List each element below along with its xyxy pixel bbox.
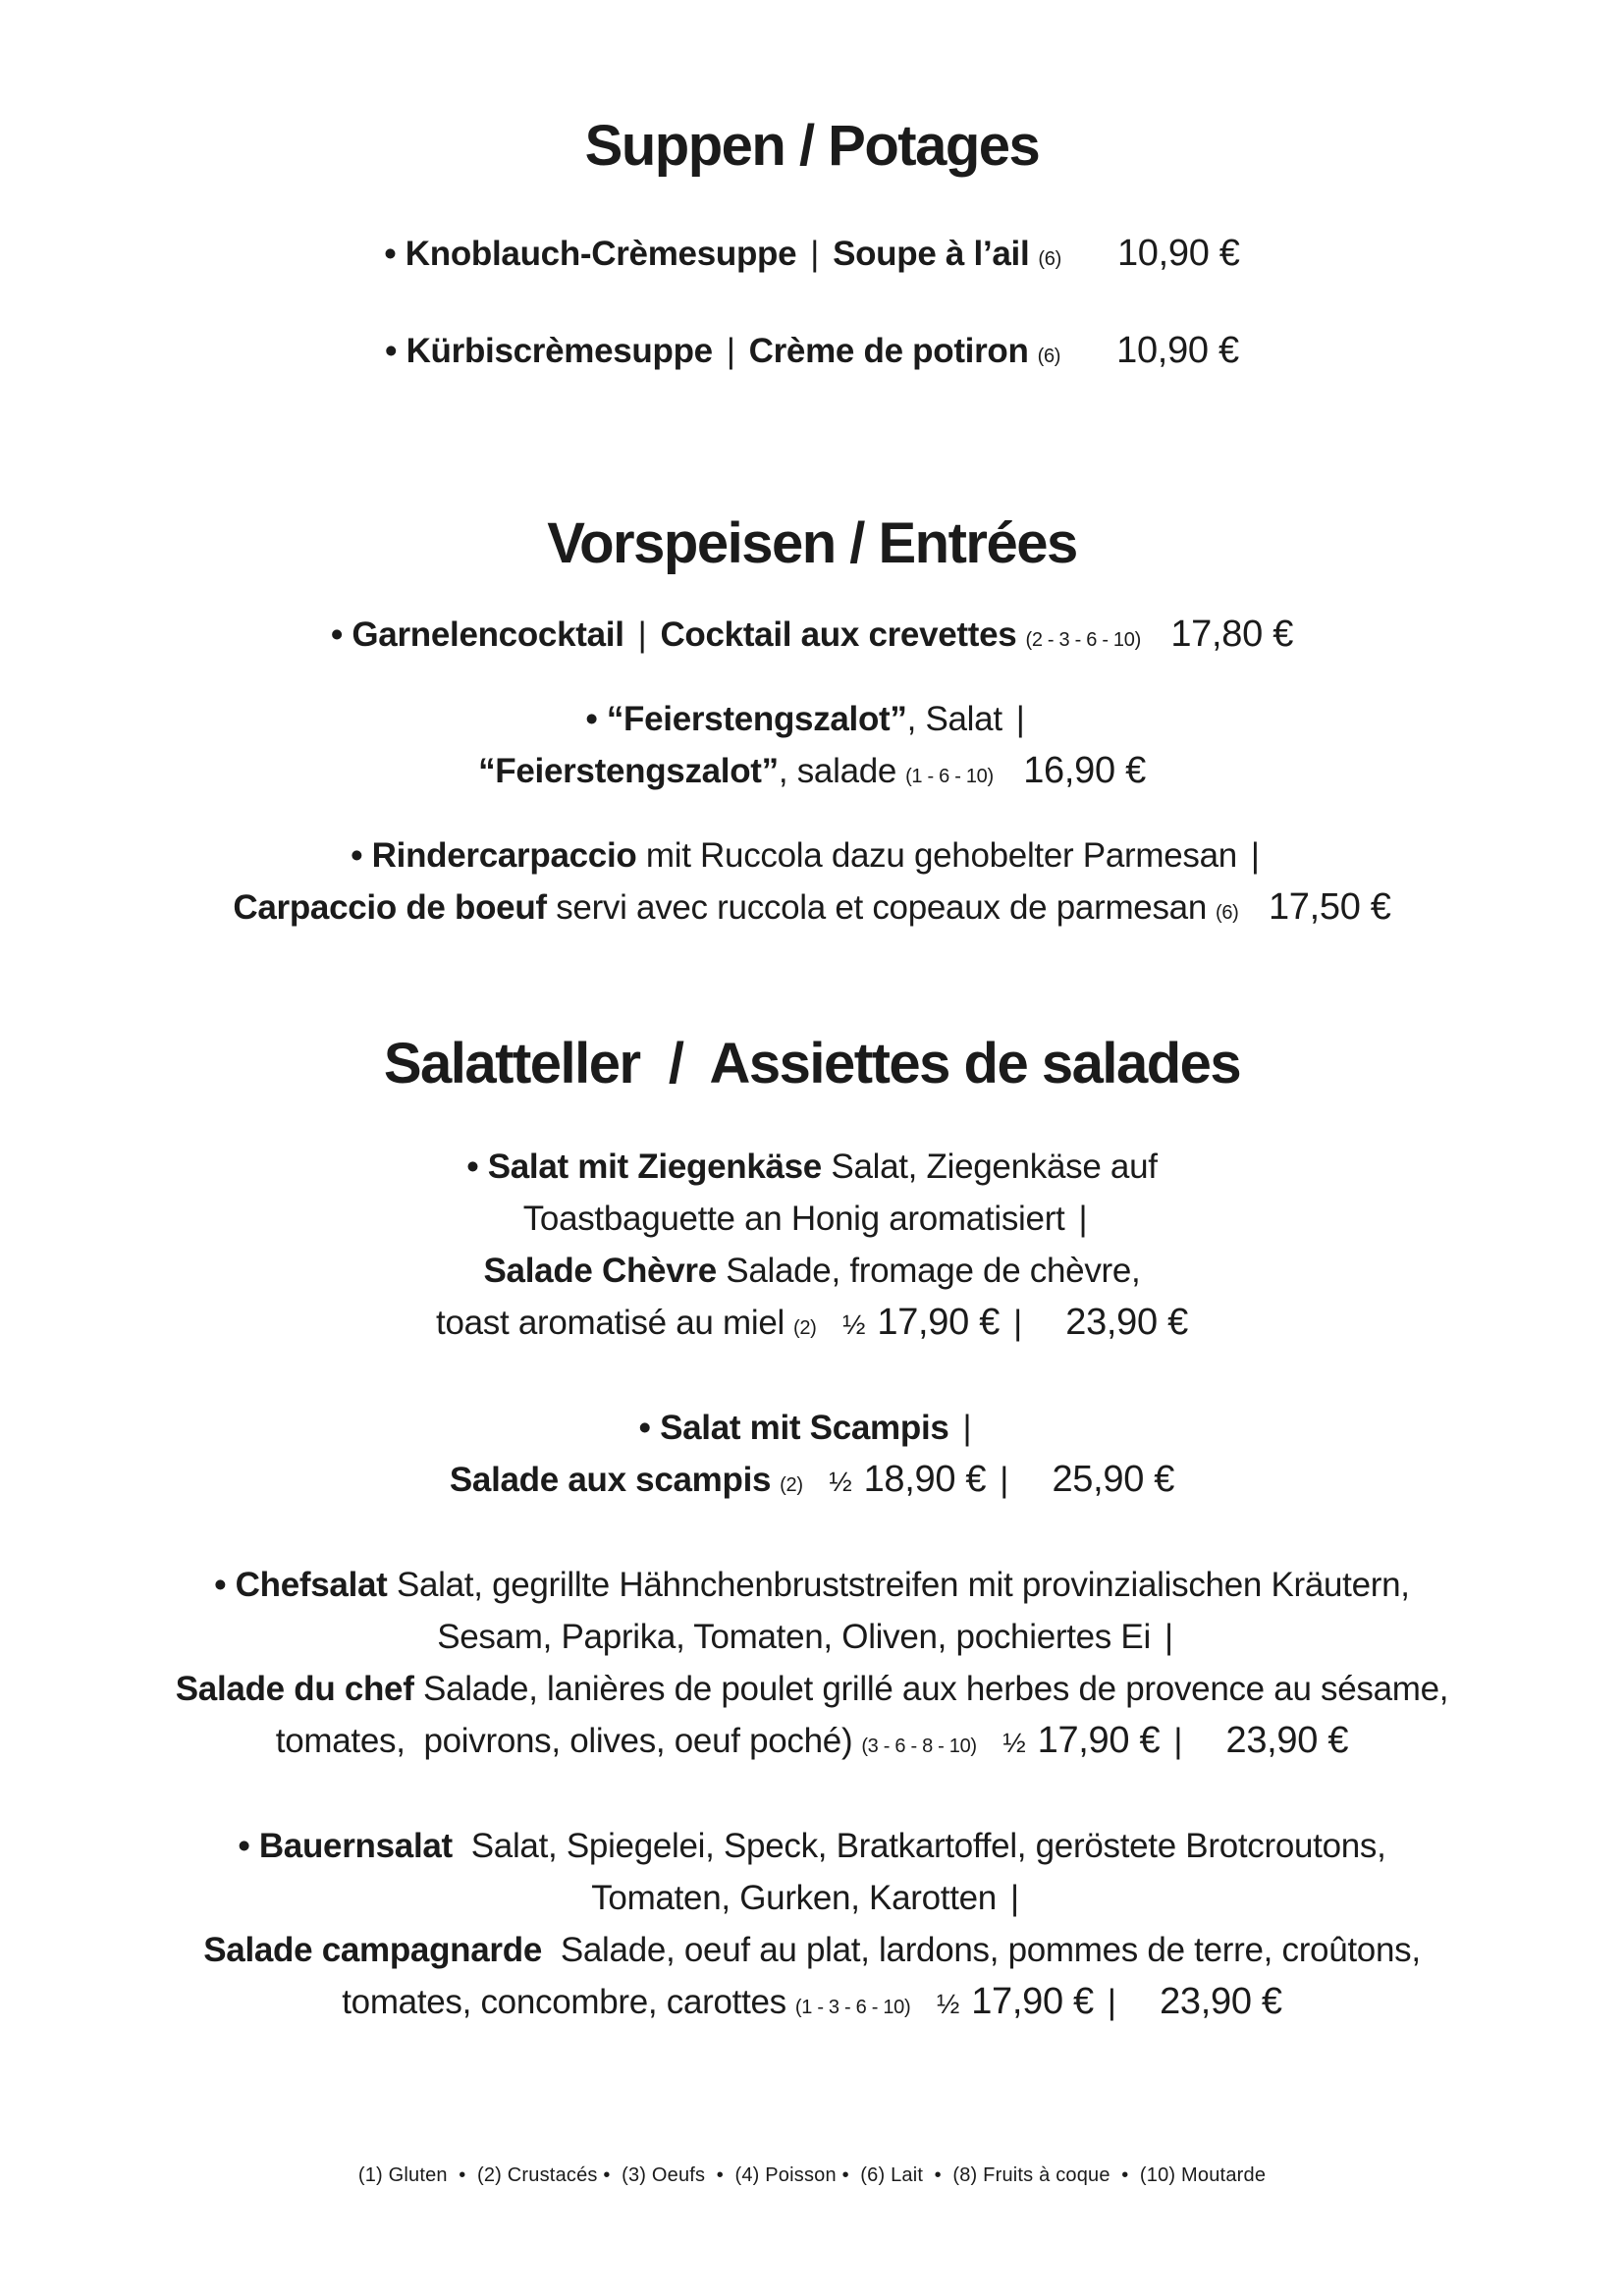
menu-line: [0, 1141, 1624, 1193]
price: 23,90 €: [1065, 1301, 1188, 1343]
item-description: tomates, concombre, carottes: [342, 1982, 786, 2021]
item-description: Toastbaguette an Honig aromatisiert: [522, 1199, 1065, 1238]
menu-line: [0, 609, 1624, 667]
item-name: “Feierstengszalot”: [606, 699, 907, 738]
item-description: tomates, poivrons, olives, oeuf poché): [275, 1721, 853, 1760]
menu-line: [0, 1297, 1624, 1355]
item-name: Garnelencocktail: [352, 614, 624, 654]
menu-line: [0, 693, 1624, 745]
price: 17,90 €: [877, 1301, 1001, 1343]
separator-bar: |: [726, 331, 735, 370]
half-portion-symbol: ½: [842, 1308, 866, 1340]
item-description: , Salat: [906, 699, 1002, 738]
menu-line: [0, 325, 1624, 383]
item-name: Salade aux scampis: [449, 1460, 772, 1499]
price: 16,90 €: [1023, 749, 1146, 791]
allergen-codes: (1 - 6 - 10): [905, 765, 994, 787]
item-name: Salat mit Ziegenkäse: [487, 1147, 822, 1186]
allergen-codes: (1 - 3 - 6 - 10): [794, 1996, 911, 2018]
separator-bar: |: [1078, 1199, 1088, 1238]
menu-item-beef-carpaccio: [0, 829, 1624, 939]
item-name: Salat mit Scampis: [660, 1408, 949, 1447]
bullet-marker: •: [238, 1826, 259, 1865]
price: 23,90 €: [1225, 1719, 1349, 1761]
menu-line: [0, 1820, 1624, 1872]
menu-line: [0, 1454, 1624, 1512]
item-description: servi avec ruccola et copeaux de parmesan: [546, 887, 1207, 927]
menu-line: [0, 1663, 1624, 1715]
menu-line: [0, 1611, 1624, 1663]
menu-line: [0, 1715, 1624, 1773]
price: 25,90 €: [1052, 1458, 1175, 1500]
separator-bar: |: [1164, 1617, 1173, 1656]
menu-item-garlic-soup: [0, 228, 1624, 286]
section-title-soups: Suppen / Potages: [584, 114, 1040, 178]
allergen-codes: (2): [792, 1316, 817, 1339]
item-name: Carpaccio de boeuf: [233, 887, 547, 927]
allergen-codes: (3 - 6 - 8 - 10): [861, 1735, 977, 1757]
item-description: Salat, Spiegelei, Speck, Bratkartoffel, geröstete Brotcroutons,: [452, 1826, 1386, 1865]
menu-line: [0, 829, 1624, 881]
item-description: Salade, lanières de poulet grillé aux herbes de provence au sésame,: [413, 1669, 1449, 1708]
allergen-codes: (6): [1037, 345, 1061, 367]
item-name: Crème de potiron: [748, 331, 1029, 370]
item-description: Sesam, Paprika, Tomaten, Oliven, pochiertes Ei: [437, 1617, 1151, 1656]
menu-item-farmer-salad: [0, 1820, 1624, 2034]
menu-line: [0, 1872, 1624, 1924]
bullet-marker: •: [466, 1147, 488, 1186]
section-title-salads: Salatteller / Assiettes de salades: [383, 1031, 1241, 1095]
price: 10,90 €: [1116, 329, 1239, 371]
separator-bar: |: [962, 1408, 972, 1447]
item-name: Soupe à l’ail: [833, 234, 1030, 273]
separator-bar: |: [1009, 1878, 1019, 1917]
menu-line: [0, 1924, 1624, 1976]
menu-line: [0, 1245, 1624, 1297]
separator-bar: |: [1015, 699, 1025, 738]
allergen-codes: (2): [780, 1473, 803, 1496]
menu-line: [0, 1559, 1624, 1611]
item-description: , salade: [778, 751, 897, 790]
allergen-codes: (6): [1038, 247, 1061, 270]
allergen-legend: (1) Gluten • (2) Crustacés • (3) Oeufs • (4) Poisson • (6) Lait • (8) Fruits à coque • (10) Moutarde: [357, 2164, 1267, 2186]
bullet-marker: •: [638, 1408, 661, 1447]
item-name: Salade Chèvre: [483, 1251, 717, 1290]
menu-line: [0, 881, 1624, 939]
price: 17,90 €: [971, 1980, 1094, 2022]
allergen-codes: (2 - 3 - 6 - 10): [1025, 628, 1141, 651]
item-name: Kürbiscrèmesuppe: [406, 331, 713, 370]
section-starters: [0, 512, 1624, 939]
separator-bar: |: [810, 234, 820, 273]
separator-bar: |: [1250, 835, 1260, 875]
menu-line: [0, 1193, 1624, 1245]
item-name: “Feierstengszalot”: [478, 751, 779, 790]
separator-bar: |: [637, 614, 647, 654]
menu-item-feierstengszalot: [0, 693, 1624, 803]
separator-bar: |: [1173, 1721, 1183, 1760]
item-description: Tomaten, Gurken, Karotten: [591, 1878, 997, 1917]
item-description: toast aromatisé au miel: [436, 1303, 785, 1342]
item-description: Salat, Ziegenkäse auf: [821, 1147, 1158, 1186]
menu-line: [0, 1976, 1624, 2034]
separator-bar: |: [1000, 1460, 1009, 1499]
bullet-marker: •: [384, 234, 406, 273]
item-description: Salade, oeuf au plat, lardons, pommes de terre, croûtons,: [542, 1930, 1421, 1969]
menu-line: [0, 228, 1624, 286]
separator-bar: |: [1013, 1303, 1022, 1342]
section-title-starters: Vorspeisen / Entrées: [547, 510, 1077, 575]
menu-line: [0, 745, 1624, 803]
allergen-codes: (6): [1216, 901, 1239, 924]
price: 17,80 €: [1170, 613, 1294, 655]
item-name: Rindercarpaccio: [371, 835, 637, 875]
half-portion-symbol: ½: [829, 1466, 852, 1497]
bullet-marker: •: [385, 331, 406, 370]
menu-item-scampi-salad: [0, 1402, 1624, 1512]
item-name: Bauernsalat: [258, 1826, 453, 1865]
bullet-marker: •: [214, 1565, 236, 1604]
item-name: Cocktail aux crevettes: [660, 614, 1017, 654]
price: 10,90 €: [1116, 232, 1240, 274]
menu-item-pumpkin-soup: [0, 325, 1624, 383]
item-name: Chefsalat: [235, 1565, 388, 1604]
item-name: Knoblauch-Crèmesuppe: [405, 234, 797, 273]
menu-item-chef-salad: [0, 1559, 1624, 1773]
section-soups: [0, 115, 1624, 383]
price: 17,90 €: [1037, 1719, 1161, 1761]
item-name: Salade campagnarde: [203, 1930, 542, 1969]
bullet-marker: •: [585, 699, 607, 738]
price: 17,50 €: [1268, 885, 1391, 928]
bullet-marker: •: [351, 835, 372, 875]
half-portion-symbol: ½: [1002, 1727, 1026, 1758]
item-description: mit Ruccola dazu gehobelter Parmesan: [636, 835, 1237, 875]
separator-bar: |: [1107, 1982, 1116, 2021]
section-salads: [0, 1033, 1624, 2034]
item-name: Salade du chef: [175, 1669, 414, 1708]
price: 23,90 €: [1160, 1980, 1282, 2022]
price: 18,90 €: [863, 1458, 987, 1500]
item-description: Salade, fromage de chèvre,: [716, 1251, 1141, 1290]
half-portion-symbol: ½: [936, 1988, 959, 2019]
bullet-marker: •: [330, 614, 352, 654]
menu-item-shrimp-cocktail: [0, 609, 1624, 667]
menu-line: [0, 1402, 1624, 1454]
item-description: Salat, gegrillte Hähnchenbruststreifen mit provinzialischen Kräutern,: [387, 1565, 1410, 1604]
menu-item-goat-cheese-salad: [0, 1141, 1624, 1355]
